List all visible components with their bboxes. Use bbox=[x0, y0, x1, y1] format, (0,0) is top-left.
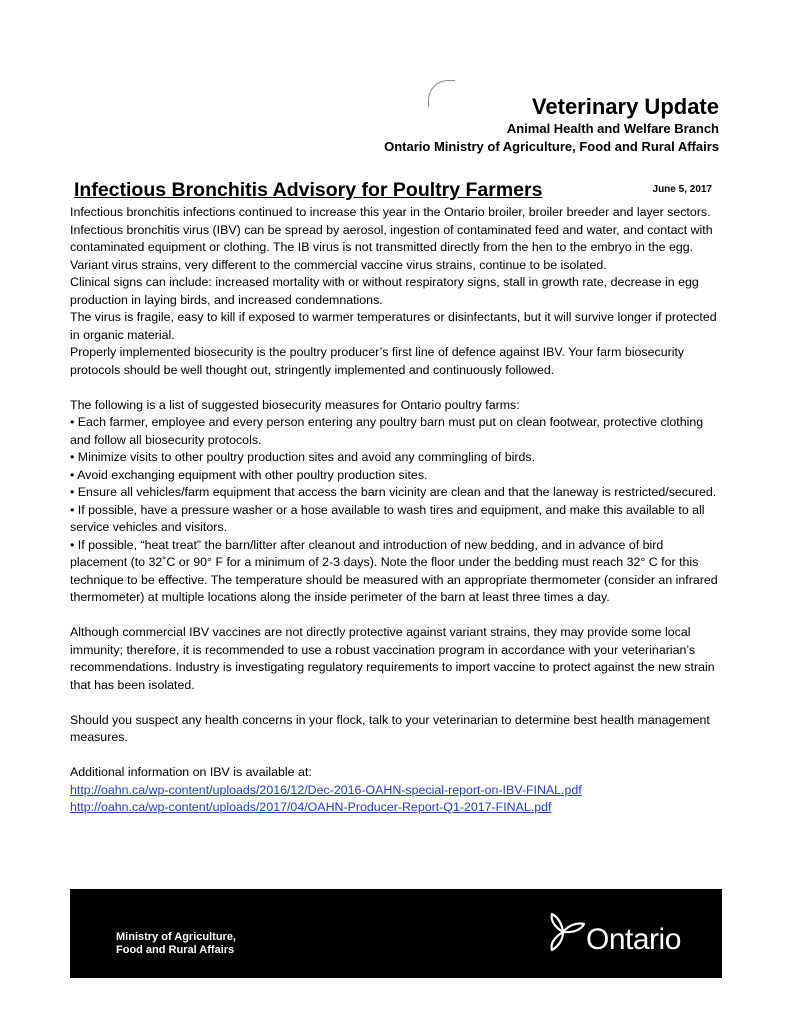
ibv-report-link-1[interactable]: http://oahn.ca/wp-content/uploads/2016/12/Dec-2016-OAHN-special-report-on-IBV-FINAL.pdf bbox=[70, 782, 582, 797]
footer-banner bbox=[70, 889, 722, 978]
vaccines-paragraph: Although commercial IBV vaccines are not directly protective against variant strains, they may provide some local immunity; therefore, it is recommended to use a robust vaccination program in accordance with your veterinarian’s recommendations. Industry is investigating regulatory requirements to import vaccine to protect against the new strain that has been isolated. bbox=[70, 625, 715, 692]
advisory-title-row bbox=[70, 178, 720, 204]
intro-paragraph: Properly implemented biosecurity is the poultry producer’s first line of defence against IBV. Your farm biosecurity protocols should be well thought out, stringently implemented and continuously followed. bbox=[70, 345, 685, 377]
advisory-title: Infectious Bronchitis Advisory for Poultry Farmers bbox=[74, 179, 543, 201]
ibv-report-link-2[interactable]: http://oahn.ca/wp-content/uploads/2017/04/OAHN-Producer-Report-Q1-2017-FINAL.pdf bbox=[70, 800, 552, 814]
measure-item: • If possible, “heat treat” the barn/litter after cleanout and introduction of new bedding, and in advance of bird placement (to 32˚C or 90° F for a minimum of 2-3 days). Note the floor under the bedding must reach 32° C for this technique to be effective. The temperature should be measured with an appropriate thermometer (consider an infrared thermometer) at multiple locations along the inside perimeter of the barn at least three times a day. bbox=[70, 537, 718, 604]
measures-intro: The following is a list of suggested biosecurity measures for Ontario poultry farms: bbox=[70, 397, 520, 412]
intro-paragraph: Infectious bronchitis virus (IBV) can be spread by aerosol, ingestion of contaminated feed and water, and contact with contaminated equipment or clothing. The IB virus is not transmitted directly from the hen to the embryo in the egg. Variant virus strains, very different to the commercial vaccine virus strains, continue to be isolated. bbox=[70, 222, 713, 272]
intro-paragraph: Infectious bronchitis infections continued to increase this year in the Ontario broiler, broiler breeder and layer sectors. bbox=[70, 205, 711, 219]
measure-item: • Each farmer, employee and every person entering any poultry barn must put on clean footwear, protective clothing and follow all biosecurity protocols. bbox=[70, 415, 704, 447]
health-concerns-paragraph: Should you suspect any health concerns in your flock, talk to your veterinarian to determine best health management measures. bbox=[70, 712, 710, 744]
spacer bbox=[70, 694, 722, 712]
additional-info-label: Additional information on IBV is available at: bbox=[70, 765, 312, 779]
ontario-wordmark: Ontario bbox=[586, 923, 681, 956]
ministry-name: Ontario Ministry of Agriculture, Food and Rural Affairs bbox=[384, 139, 719, 154]
advisory-date: June 5, 2017 bbox=[652, 184, 712, 195]
intro-paragraph: Clinical signs can include: increased mortality with or without respiratory signs, stall in growth rate, decrease in egg production in laying birds, and increased condemnations. bbox=[70, 275, 699, 307]
measure-item: • Ensure all vehicles/farm equipment that access the barn vicinity are clean and that the laneway is restricted/secured. bbox=[70, 485, 717, 499]
branch-name: Animal Health and Welfare Branch bbox=[506, 121, 719, 136]
measure-item: • Avoid exchanging equipment with other poultry production sites. bbox=[70, 467, 428, 482]
measure-item: • Minimize visits to other poultry production sites and avoid any commingling of birds. bbox=[70, 450, 536, 464]
spacer bbox=[70, 747, 722, 765]
trillium-icon bbox=[538, 911, 588, 953]
advisory-body bbox=[70, 204, 722, 817]
measure-item: • If possible, have a pressure washer or a hose available to wash tires and equipment, and make this available to all service vehicles and visitors. bbox=[70, 502, 705, 534]
footer-ministry-name: Ministry of Agriculture, Food and Rural Affairs bbox=[116, 931, 236, 956]
intro-paragraph: The virus is fragile, easy to kill if exposed to warmer temperatures or disinfectants, but it will survive longer if protected in organic material. bbox=[70, 310, 717, 342]
document-header bbox=[384, 94, 719, 156]
spacer bbox=[70, 379, 722, 397]
spacer bbox=[70, 607, 722, 625]
document-type-title: Veterinary Update bbox=[531, 94, 719, 119]
